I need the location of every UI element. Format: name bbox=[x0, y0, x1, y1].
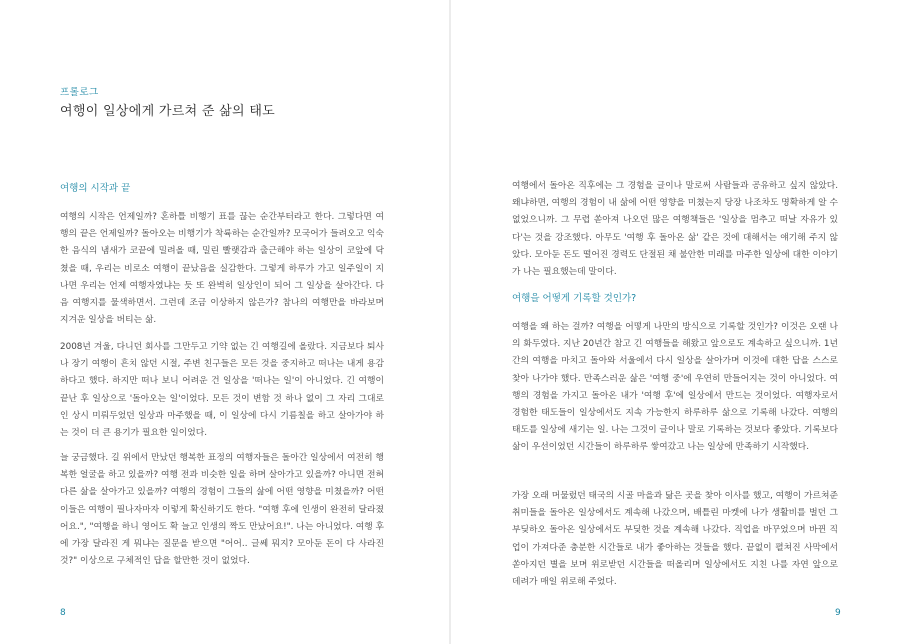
paragraph: 여행을 왜 하는 걸까? 여행을 어떻게 나만의 방식으로 기록할 것인가? 이것은 오랜 나의 화두였다. 지난 20년간 참고 긴 여행들을 해왔고 앞으로도 계속하고 싶으니까. 1년간의 여행을 마치고 돌아와 서울에서 다시 일상을 살아가며 이것에 대한 답을 스스로 찾아 나가야 했다. 만족스러운 삶은 '여행 중'에 우연히 만들어지는 것이 아니었다. 여행의 경험을 가지고 돌아온 내가 '여행 후'에 일상에서 만드는 것이었다. 여행자로서 경험한 태도들이 일상에서도 지속 가능한지 하루하루 삶으로 기록해 나갔다. 여행의 태도를 일상에 새기는 일. 나는 그것이 글이나 말로 기록하는 것보다 좋았다. 기록보다 삶이 우선이었던 시간들이 하루하루 쌓여갔고 나는 일상에 만족하기 시작했다. bbox=[512, 322, 838, 453]
chapter-label: 프롤로그 bbox=[60, 87, 99, 98]
right-page bbox=[450, 0, 900, 644]
paragraph: 여행의 시작은 언제일까? 혼하틀 비행기 표를 끊는 순간부터라고 한다. 그렇다면 여행의 끝은 언제일까? 돌아오는 비행기가 착륙하는 순간일까? 모국어가 들려오고 익숙한 음식의 냄새가 코끝에 밀려올 때, 밀린 빨랫감과 출근해야 하는 일상이 코앞에 닥쳤을 때, 우리는 비로소 여행이 끝났음을 실감한다. 그렇게 하루가 가고 일주일이 지나면 우리는 언제 여행자였냐는 듯 또 완벽히 일상인이 되어 그 일상을 살아간다. 다음 여행지를 물색하면서. 그런데 조금 이상하지 않은가? 참나의 여행만을 바라보며 지겨운 일상을 버티는 삶. bbox=[60, 212, 384, 326]
section-heading: 여행의 시작과 끝 bbox=[60, 183, 131, 194]
paragraph: 여행에서 돌아온 직후에는 그 경험을 글이나 말로써 사람들과 공유하고 싶지 않았다. 왜냐하면, 여행의 경험이 내 삶에 어떤 영향을 미쳤는지 당장 나조차도 명확하게 알 수 없었으니까. 그 무렵 쏟아져 나오던 많은 여행책들은 '일상을 멈추고 떠날 자유가 있다'는 것을 강조했다. 아무도 '여행 후 돌아온 삶' 같은 것에 대해서는 얘기해 주지 않았다. 모아둔 돈도 떨어진 경력도 단절된 채 불안한 미래를 마주한 일상에 대한 이야기가 나는 필요했는데 말이다. bbox=[512, 181, 838, 278]
page-number: 8 bbox=[60, 608, 66, 618]
paragraph: 2008년 겨울, 다니던 회사를 그만두고 기약 없는 긴 여행길에 올랐다. 지금보다 퇴사나 장기 여행이 흔치 않던 시절, 주변 친구들은 모든 것을 중지하고 떠나는 내게 용감하다고 했다. 하지만 떠나 보니 어려운 건 일상을 '떠나는 일'이 아니었다. 긴 여행이 끝난 후 일상으로 '돌아오는 일'이었다. 모든 것이 변함 것 하나 없이 그 자리 그대로인 상시 미뤄두었던 일상과 마주했을 때, 이 일상에 다시 기름칠을 하고 살아가야 하는 것이 더 큰 용기가 필요한 일이었다. bbox=[60, 342, 384, 439]
section-heading: 여행을 어떻게 기록할 것인가? bbox=[512, 293, 637, 304]
paragraph: 늘 궁금했다. 길 위에서 만났던 행복한 표정의 여행자들은 돌아간 일상에서 여전히 행복한 얼굴을 하고 있을까? 여행 전과 비슷한 일을 하며 살아가고 있을까? 아니면 전혀 다른 삶을 살아가고 있을까? 여행의 경험이 그들의 삶에 어떤 영향을 미쳤을까? 어떤 이들은 여행이 필나자마자 이렇게 확신하기도 한다. "여행 후에 인생이 완전히 달라졌어요.", "여행을 하니 영어도 확 늘고 인생의 짝도 만났어요!". 나는 아니었다. 여행 후에 가장 달라진 게 뭐냐는 질문을 받으면 "어어.. 글쎄 뭐지? 모아둔 돈이 다 사라진 것?" 이상으로 구체적인 답을 할만한 것이 없었다. bbox=[60, 453, 384, 567]
paragraph: 가장 오래 머물렀던 태국의 시골 마을과 닮은 곳을 찾아 이사를 했고, 여행이 가르쳐준 취미들을 돌아온 일상에서도 계속해 나갔으며, 배틀린 마켓에 나가 생활비를 벌던 그 부딪하오 돌아온 일상에서도 부딪한 것을 계속해 나갔다. 직업을 바꾸었으며 바뀐 직업이 가져다준 충분한 시간들로 내가 좋아하는 것들을 했다. 끝없이 펼쳐진 사막에서 쏟아지던 별을 보며 위로받던 시간들을 떠올리며 일상에서도 지친 나를 자연 앞으로 데려가 매일 위로해 주었다. bbox=[512, 491, 838, 588]
chapter-title: 여행이 일상에게 가르쳐 준 삶의 태도 bbox=[60, 104, 276, 119]
page-number: 9 bbox=[835, 608, 841, 618]
